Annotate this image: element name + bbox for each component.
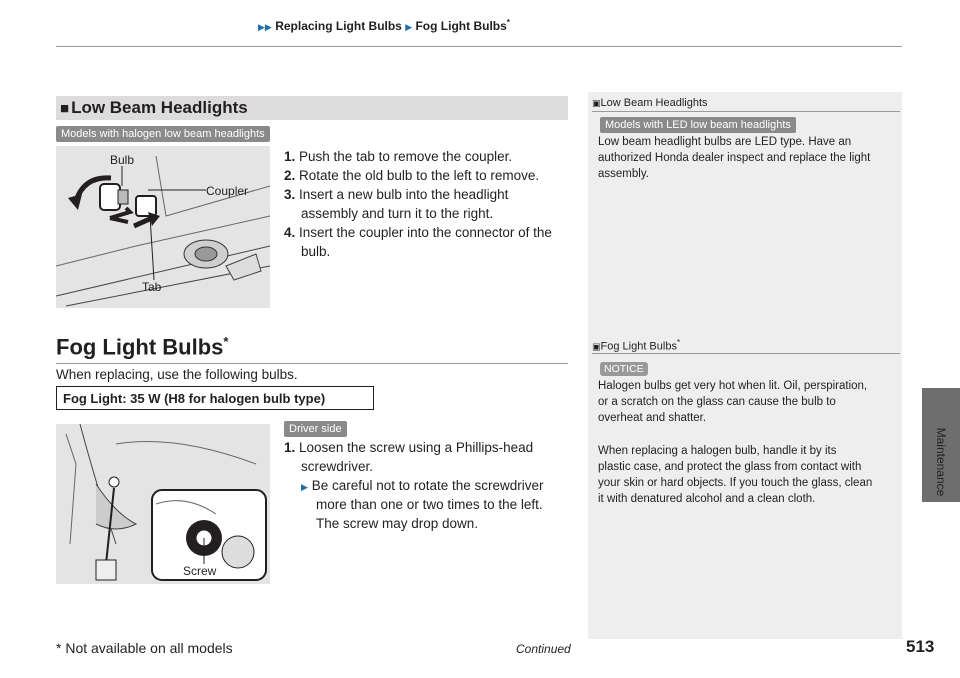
fog-heading: Fog Light Bulbs* <box>56 334 229 360</box>
fog-note-rule <box>592 353 900 354</box>
label-coupler: Coupler <box>206 184 249 198</box>
fog-intro: When replacing, use the following bulbs. <box>56 367 298 382</box>
fog-note-text-b: When replacing a halogen bulb, handle it by its plastic case, and protect the glass from contact with your skin or hard objects. If you touch the glass, clean it with denatured alcohol and a clean cloth. <box>598 445 873 505</box>
fog-light-illustration <box>56 424 270 584</box>
label-screw: Screw <box>183 564 217 578</box>
step-1: 1. Push the tab to remove the coupler. <box>284 149 513 164</box>
section-title-text: Low Beam Headlights <box>71 98 248 117</box>
low-beam-note-text: Low beam headlight bulbs are LED type. Have an authorized Honda dealer inspect and replace the light assembly. <box>598 136 871 180</box>
continued-label: Continued <box>516 642 571 656</box>
note-title: ▣Low Beam Headlights <box>592 97 708 109</box>
fog-step-1-cont: screwdriver. <box>301 459 374 474</box>
chevron-right-icon: ▶ <box>301 482 308 492</box>
note-marker-icon: ▣ <box>592 98 601 108</box>
fog-heading-rule <box>56 363 568 364</box>
section-tab-label: Maintenance <box>934 427 948 497</box>
availability-footnote: * Not available on all models <box>56 640 233 656</box>
note-rule <box>592 111 900 112</box>
breadcrumb <box>258 18 510 33</box>
square-bullet-icon: ■ <box>60 100 70 117</box>
section-tab-label-wrap <box>921 0 960 678</box>
header-rule <box>56 46 902 47</box>
driver-side-badge: Driver side <box>284 421 347 437</box>
fog-note-text-a: Halogen bulbs get very hot when lit. Oil, perspiration, or a scratch on the glass can cause the bulb to overheat and shatter. <box>598 380 868 424</box>
fog-substep: ▶ Be careful not to rotate the screwdriver <box>301 478 544 493</box>
breadcrumb-item-fog[interactable]: Fog Light Bulbs <box>415 19 507 33</box>
led-model-badge: Models with LED low beam headlights <box>600 117 796 133</box>
step-4: 4. Insert the coupler into the connector of the <box>284 225 552 240</box>
fog-substep-cont-2: The screw may drop down. <box>316 516 479 531</box>
asterisk: * <box>506 18 510 27</box>
model-badge: Models with halogen low beam headlights <box>56 126 270 142</box>
fog-light-figure <box>56 424 270 584</box>
label-bulb: Bulb <box>110 153 135 167</box>
chevron-right-icon: ▶ <box>405 22 413 32</box>
label-tab: Tab <box>142 280 162 294</box>
fog-substep-cont-1: more than one or two times to the left. <box>316 497 543 512</box>
fog-note-title: ▣Fog Light Bulbs* <box>592 338 681 353</box>
step-2: 2. Rotate the old bulb to the left to remove. <box>284 168 540 183</box>
headlight-illustration <box>56 146 270 308</box>
step-3: 3. Insert a new bulb into the headlight <box>284 187 509 202</box>
step-4-cont: bulb. <box>301 244 331 259</box>
chevron-right-icon: ▶▶ <box>258 22 272 32</box>
page-number: 513 <box>906 637 935 656</box>
breadcrumb-item-replacing[interactable]: Replacing Light Bulbs <box>275 19 402 33</box>
notice-badge: NOTICE <box>600 362 648 376</box>
headlight-figure <box>56 146 270 308</box>
fog-step-1: 1. Loosen the screw using a Phillips-head <box>284 440 534 455</box>
bulb-spec-box: Fog Light: 35 W (H8 for halogen bulb type) <box>56 386 374 410</box>
note-marker-icon: ▣ <box>592 341 601 352</box>
section-title <box>60 98 248 118</box>
step-3-cont: assembly and turn it to the right. <box>301 206 494 221</box>
